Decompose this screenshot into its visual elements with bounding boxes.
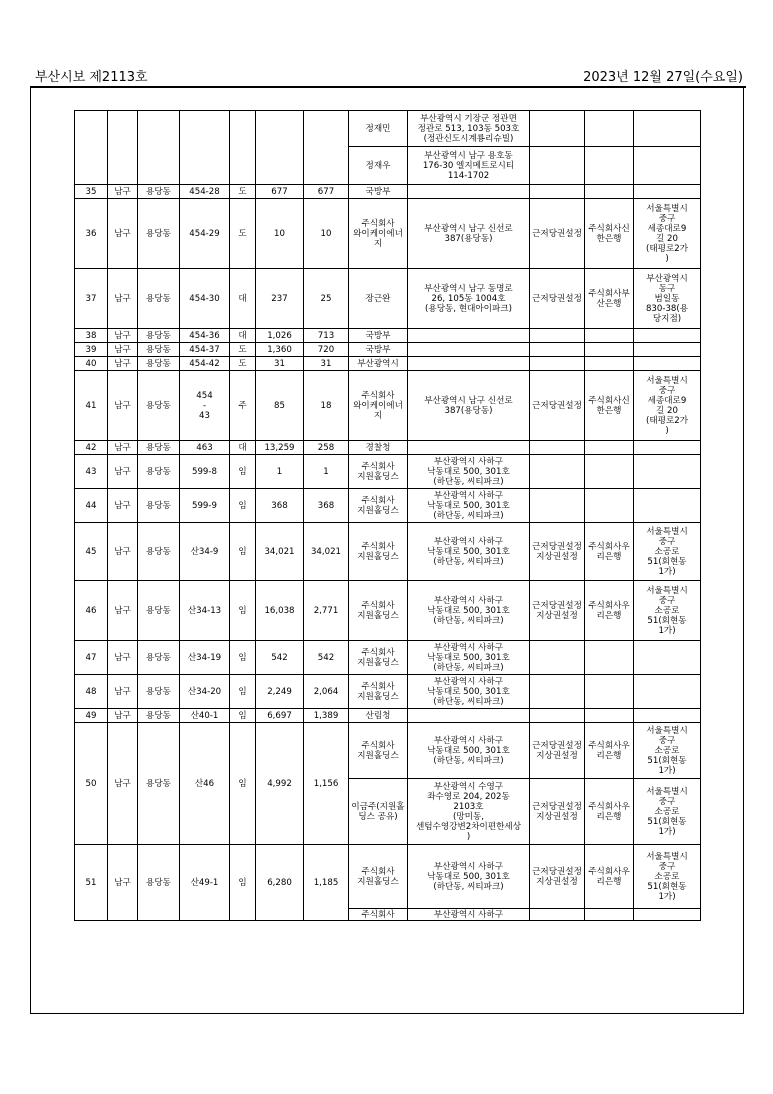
- publication-title: 부산시보 제2113호: [35, 70, 148, 85]
- district-cell: 남구: [108, 269, 138, 329]
- rights-holder-cell: [585, 185, 634, 199]
- land-category-cell: 임: [230, 675, 256, 709]
- total-area-cell: 1: [256, 455, 304, 489]
- lot-number-cell: 산34-20: [180, 675, 230, 709]
- neighborhood-cell: 용당동: [138, 269, 180, 329]
- land-category-cell: [230, 111, 256, 185]
- rights-type-cell: [530, 441, 585, 455]
- owner-address-cell: 부산광역시 사하구 낙동대로 500, 301호 (하단동, 씨티파크): [408, 455, 530, 489]
- row-number: 48: [75, 675, 108, 709]
- land-category-cell: 임: [230, 709, 256, 723]
- neighborhood-cell: 용당동: [138, 709, 180, 723]
- owner-name-cell: 정재민: [349, 111, 408, 147]
- total-area-cell: 85: [256, 371, 304, 441]
- row-number: 45: [75, 523, 108, 581]
- total-area-cell: 16,038: [256, 581, 304, 641]
- publication-date: 2023년 12월 27일(수요일): [583, 70, 743, 85]
- district-cell: 남구: [108, 371, 138, 441]
- neighborhood-cell: 용당동: [138, 455, 180, 489]
- rights-holder-cell: 주식회사신 한은행: [585, 371, 634, 441]
- total-area-cell: 1,026: [256, 329, 304, 343]
- lot-number-cell: 454-29: [180, 199, 230, 269]
- land-category-cell: 대: [230, 269, 256, 329]
- lot-number-cell: 산40-1: [180, 709, 230, 723]
- table-row: [75, 357, 701, 371]
- total-area-cell: [256, 111, 304, 185]
- neighborhood-cell: 용당동: [138, 675, 180, 709]
- rights-holder-address-cell: [634, 343, 701, 357]
- row-number: 46: [75, 581, 108, 641]
- rights-holder-address-cell: [634, 641, 701, 675]
- district-cell: 남구: [108, 489, 138, 523]
- lot-number-cell: 산34-19: [180, 641, 230, 675]
- total-area-cell: 4,992: [256, 723, 304, 845]
- included-area-cell: 34,021: [304, 523, 349, 581]
- lot-number-cell: 454-36: [180, 329, 230, 343]
- table-row: [75, 185, 701, 199]
- owner-address-cell: 부산광역시 사하구 낙동대로 500, 301호 (하단동, 씨티파크): [408, 675, 530, 709]
- rights-holder-cell: 주식회사우 리은행: [585, 779, 634, 845]
- district-cell: 남구: [108, 845, 138, 921]
- neighborhood-cell: 용당동: [138, 343, 180, 357]
- table-row: [75, 581, 701, 641]
- rights-type-cell: [530, 185, 585, 199]
- total-area-cell: 6,280: [256, 845, 304, 921]
- rights-holder-address-cell: [634, 709, 701, 723]
- owner-address-cell: 부산광역시 남구 동명로 26, 105동 1004호 (용당동, 현대아이파크): [408, 269, 530, 329]
- rights-holder-cell: [585, 357, 634, 371]
- land-category-cell: 대: [230, 441, 256, 455]
- included-area-cell: 18: [304, 371, 349, 441]
- rights-holder-address-cell: [634, 455, 701, 489]
- district-cell: 남구: [108, 641, 138, 675]
- included-area-cell: 10: [304, 199, 349, 269]
- table-row: [75, 845, 701, 909]
- rights-holder-address-cell: [634, 185, 701, 199]
- owner-address-cell: 부산광역시 남구 신선로 387(용당동): [408, 371, 530, 441]
- included-area-cell: 2,064: [304, 675, 349, 709]
- lot-number-cell: 454-37: [180, 343, 230, 357]
- lot-number-cell: 599-9: [180, 489, 230, 523]
- land-category-cell: 임: [230, 523, 256, 581]
- table-row: [75, 371, 701, 441]
- total-area-cell: 6,697: [256, 709, 304, 723]
- land-category-cell: 주: [230, 371, 256, 441]
- owner-name-cell: 장근완: [349, 269, 408, 329]
- included-area-cell: 25: [304, 269, 349, 329]
- row-number: 50: [75, 723, 108, 845]
- row-number: [75, 111, 108, 185]
- rights-type-cell: [530, 455, 585, 489]
- neighborhood-cell: 용당동: [138, 523, 180, 581]
- owner-name-cell: 산림청: [349, 709, 408, 723]
- rights-type-cell: 근저당권설정 지상권설정: [530, 523, 585, 581]
- lot-number-cell: 산46: [180, 723, 230, 845]
- total-area-cell: 2,249: [256, 675, 304, 709]
- land-category-cell: 도: [230, 199, 256, 269]
- table-row: [75, 723, 701, 779]
- rights-holder-cell: 주식회사우 리은행: [585, 523, 634, 581]
- owner-name-cell: 주식회사 와이케이에너 지: [349, 199, 408, 269]
- lot-number-cell: 산34-13: [180, 581, 230, 641]
- rights-type-cell: 근저당권설정 지상권설정: [530, 581, 585, 641]
- district-cell: 남구: [108, 709, 138, 723]
- lot-number-cell: 454-30: [180, 269, 230, 329]
- rights-holder-cell: [585, 675, 634, 709]
- district-cell: [108, 111, 138, 185]
- owner-name-cell: 국방부: [349, 185, 408, 199]
- included-area-cell: 720: [304, 343, 349, 357]
- included-area-cell: 1,185: [304, 845, 349, 921]
- rights-type-cell: [530, 675, 585, 709]
- owner-name-cell: 주식회사 지원홀딩스: [349, 523, 408, 581]
- land-category-cell: 도: [230, 343, 256, 357]
- neighborhood-cell: 용당동: [138, 641, 180, 675]
- rights-holder-cell: [585, 489, 634, 523]
- total-area-cell: 542: [256, 641, 304, 675]
- land-category-cell: 임: [230, 489, 256, 523]
- neighborhood-cell: [138, 111, 180, 185]
- total-area-cell: 677: [256, 185, 304, 199]
- owner-name-cell: 주식회사: [349, 909, 408, 921]
- owner-address-cell: 부산광역시 사하구 낙동대로 500, 301호 (하단동, 씨티파크): [408, 523, 530, 581]
- neighborhood-cell: 용당동: [138, 845, 180, 921]
- rights-holder-address-cell: 서울특별시 중구 소공로 51(회현동 1가): [634, 723, 701, 779]
- neighborhood-cell: 용당동: [138, 489, 180, 523]
- included-area-cell: 542: [304, 641, 349, 675]
- total-area-cell: 1,360: [256, 343, 304, 357]
- owner-address-cell: 부산광역시 사하구 낙동대로 500, 301호 (하단동, 씨티파크): [408, 723, 530, 779]
- lot-number-cell: 599-8: [180, 455, 230, 489]
- rights-type-cell: 근저당권설정 지상권설정: [530, 779, 585, 845]
- owner-name-cell: 주식회사 지원홀딩스: [349, 723, 408, 779]
- neighborhood-cell: 용당동: [138, 357, 180, 371]
- rights-type-cell: 근저당권설정: [530, 199, 585, 269]
- lot-number-cell: 산34-9: [180, 523, 230, 581]
- table-row: [75, 269, 701, 329]
- rights-holder-address-cell: [634, 441, 701, 455]
- land-category-cell: 임: [230, 723, 256, 845]
- rights-holder-address-cell: 서울특별시 중구 소공로 51(회현동 1가): [634, 581, 701, 641]
- row-number: 38: [75, 329, 108, 343]
- rights-holder-address-cell: [634, 147, 701, 185]
- row-number: 49: [75, 709, 108, 723]
- included-area-cell: [304, 111, 349, 185]
- table-row: [75, 641, 701, 675]
- row-number: 51: [75, 845, 108, 921]
- rights-holder-cell: 주식회사우 리은행: [585, 581, 634, 641]
- owner-address-cell: 부산광역시 사하구 낙동대로 500, 301호 (하단동, 씨티파크): [408, 845, 530, 909]
- district-cell: 남구: [108, 329, 138, 343]
- district-cell: 남구: [108, 723, 138, 845]
- neighborhood-cell: 용당동: [138, 581, 180, 641]
- table-row: [75, 441, 701, 455]
- land-register-table: [74, 110, 701, 921]
- neighborhood-cell: 용당동: [138, 371, 180, 441]
- included-area-cell: 368: [304, 489, 349, 523]
- owner-name-cell: 경찰청: [349, 441, 408, 455]
- owner-address-cell: 부산광역시 사하구: [408, 909, 530, 921]
- owner-name-cell: 이금주(지원홀 딩스 공유): [349, 779, 408, 845]
- rights-holder-address-cell: [634, 329, 701, 343]
- total-area-cell: 13,259: [256, 441, 304, 455]
- land-category-cell: 도: [230, 357, 256, 371]
- table-row: [75, 675, 701, 709]
- rights-type-cell: [530, 329, 585, 343]
- owner-address-cell: [408, 709, 530, 723]
- neighborhood-cell: 용당동: [138, 329, 180, 343]
- rights-holder-address-cell: 부산광역시 동구 범일동 830-38(용 당지점): [634, 269, 701, 329]
- rights-holder-cell: [585, 455, 634, 489]
- table-row: [75, 111, 701, 147]
- owner-name-cell: 정재우: [349, 147, 408, 185]
- table-row: [75, 455, 701, 489]
- rights-holder-address-cell: [634, 357, 701, 371]
- rights-holder-cell: 주식회사우 리은행: [585, 845, 634, 909]
- district-cell: 남구: [108, 455, 138, 489]
- rights-holder-cell: [585, 343, 634, 357]
- owner-name-cell: 국방부: [349, 343, 408, 357]
- owner-name-cell: 주식회사 지원홀딩스: [349, 581, 408, 641]
- included-area-cell: 31: [304, 357, 349, 371]
- row-number: 42: [75, 441, 108, 455]
- rights-holder-cell: [585, 147, 634, 185]
- land-category-cell: 임: [230, 641, 256, 675]
- rights-type-cell: [530, 147, 585, 185]
- rights-holder-cell: [585, 709, 634, 723]
- district-cell: 남구: [108, 199, 138, 269]
- included-area-cell: 677: [304, 185, 349, 199]
- rights-holder-address-cell: [634, 675, 701, 709]
- rights-type-cell: 근저당권설정: [530, 371, 585, 441]
- rights-holder-address-cell: [634, 489, 701, 523]
- table-row: [75, 199, 701, 269]
- district-cell: 남구: [108, 675, 138, 709]
- lot-number-cell: [180, 111, 230, 185]
- owner-address-cell: 부산광역시 수영구 좌수영로 204, 202동 2103호 (망미동, 센텀수영강변2차이편한세상 ): [408, 779, 530, 845]
- rights-holder-cell: 주식회사신 한은행: [585, 199, 634, 269]
- lot-number-cell: 산49-1: [180, 845, 230, 921]
- land-category-cell: 임: [230, 581, 256, 641]
- table-row: [75, 489, 701, 523]
- included-area-cell: 1: [304, 455, 349, 489]
- table-row: [75, 329, 701, 343]
- row-number: 37: [75, 269, 108, 329]
- lot-number-cell: 454-28: [180, 185, 230, 199]
- owner-address-cell: 부산광역시 사하구 낙동대로 500, 301호 (하단동, 씨티파크): [408, 641, 530, 675]
- neighborhood-cell: 용당동: [138, 185, 180, 199]
- neighborhood-cell: 용당동: [138, 723, 180, 845]
- owner-name-cell: 주식회사 지원홀딩스: [349, 489, 408, 523]
- rights-holder-cell: [585, 441, 634, 455]
- owner-address-cell: 부산광역시 남구 용호동 176-30 엘지메트로시티 114-1702: [408, 147, 530, 185]
- rights-type-cell: [530, 489, 585, 523]
- included-area-cell: 258: [304, 441, 349, 455]
- district-cell: 남구: [108, 343, 138, 357]
- land-category-cell: 도: [230, 185, 256, 199]
- land-category-cell: 임: [230, 845, 256, 921]
- owner-address-cell: 부산광역시 기장군 정관면 정관로 513, 103동 503호 (정관신도시계룡리슈빌): [408, 111, 530, 147]
- rights-holder-address-cell: 서울특별시 중구 세종대로9 길 20 (태평로2가 ): [634, 199, 701, 269]
- total-area-cell: 368: [256, 489, 304, 523]
- row-number: 44: [75, 489, 108, 523]
- owner-name-cell: 주식회사 지원홀딩스: [349, 845, 408, 909]
- included-area-cell: 2,771: [304, 581, 349, 641]
- owner-address-cell: 부산광역시 사하구 낙동대로 500, 301호 (하단동, 씨티파크): [408, 489, 530, 523]
- row-number: 36: [75, 199, 108, 269]
- lot-number-cell: 454 - 43: [180, 371, 230, 441]
- rights-type-cell: 근저당권설정 지상권설정: [530, 845, 585, 909]
- row-number: 35: [75, 185, 108, 199]
- owner-address-cell: [408, 441, 530, 455]
- district-cell: 남구: [108, 185, 138, 199]
- rights-type-cell: [530, 641, 585, 675]
- owner-address-cell: [408, 185, 530, 199]
- rights-holder-address-cell: 서울특별시 중구 세종대로9 길 20 (태평로2가 ): [634, 371, 701, 441]
- total-area-cell: 10: [256, 199, 304, 269]
- rights-type-cell: 근저당권설정 지상권설정: [530, 723, 585, 779]
- rights-holder-cell: [585, 111, 634, 147]
- rights-type-cell: [530, 909, 585, 921]
- row-number: 40: [75, 357, 108, 371]
- neighborhood-cell: 용당동: [138, 199, 180, 269]
- included-area-cell: 1,389: [304, 709, 349, 723]
- lot-number-cell: 454-42: [180, 357, 230, 371]
- table-row: [75, 343, 701, 357]
- lot-number-cell: 463: [180, 441, 230, 455]
- rights-type-cell: [530, 343, 585, 357]
- owner-name-cell: 국방부: [349, 329, 408, 343]
- row-number: 41: [75, 371, 108, 441]
- rights-holder-cell: [585, 329, 634, 343]
- rights-holder-address-cell: [634, 111, 701, 147]
- rights-holder-address-cell: 서울특별시 중구 소공로 51(회현동 1가): [634, 779, 701, 845]
- total-area-cell: 34,021: [256, 523, 304, 581]
- included-area-cell: 1,156: [304, 723, 349, 845]
- rights-holder-address-cell: 서울특별시 중구 소공로 51(회현동 1가): [634, 523, 701, 581]
- table-row: [75, 523, 701, 581]
- district-cell: 남구: [108, 357, 138, 371]
- row-number: 47: [75, 641, 108, 675]
- rights-holder-address-cell: 서울특별시 중구 소공로 51(회현동 1가): [634, 845, 701, 909]
- rights-holder-address-cell: [634, 909, 701, 921]
- owner-name-cell: 주식회사 와이케이에너 지: [349, 371, 408, 441]
- owner-address-cell: [408, 343, 530, 357]
- included-area-cell: 713: [304, 329, 349, 343]
- total-area-cell: 237: [256, 269, 304, 329]
- table-row: [75, 709, 701, 723]
- owner-name-cell: 주식회사 지원홀딩스: [349, 675, 408, 709]
- district-cell: 남구: [108, 441, 138, 455]
- rights-type-cell: 근저당권설정: [530, 269, 585, 329]
- neighborhood-cell: 용당동: [138, 441, 180, 455]
- rights-holder-cell: [585, 641, 634, 675]
- land-category-cell: 대: [230, 329, 256, 343]
- rights-holder-cell: 주식회사우 리은행: [585, 723, 634, 779]
- rights-type-cell: [530, 709, 585, 723]
- land-category-cell: 임: [230, 455, 256, 489]
- rights-holder-cell: 주식회사부 산은행: [585, 269, 634, 329]
- owner-address-cell: 부산광역시 남구 신선로 387(용당동): [408, 199, 530, 269]
- owner-address-cell: [408, 329, 530, 343]
- rights-type-cell: [530, 357, 585, 371]
- district-cell: 남구: [108, 523, 138, 581]
- row-number: 39: [75, 343, 108, 357]
- total-area-cell: 31: [256, 357, 304, 371]
- owner-address-cell: [408, 357, 530, 371]
- owner-name-cell: 부산광역시: [349, 357, 408, 371]
- district-cell: 남구: [108, 581, 138, 641]
- owner-name-cell: 주식회사 지원홀딩스: [349, 455, 408, 489]
- owner-address-cell: 부산광역시 사하구 낙동대로 500, 301호 (하단동, 씨티파크): [408, 581, 530, 641]
- rights-holder-cell: [585, 909, 634, 921]
- rights-type-cell: [530, 111, 585, 147]
- row-number: 43: [75, 455, 108, 489]
- owner-name-cell: 주식회사 지원홀딩스: [349, 641, 408, 675]
